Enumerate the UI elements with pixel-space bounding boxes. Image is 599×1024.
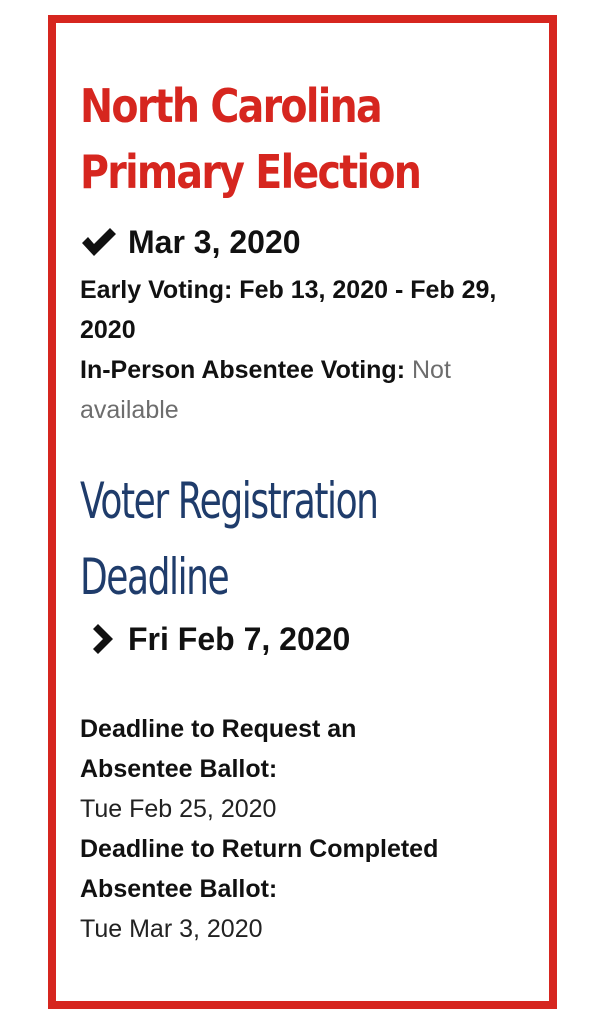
registration-title-line1: Voter Registration: [80, 472, 378, 530]
return-absentee-label-line1: Deadline to Return Completed: [80, 835, 439, 863]
election-info-card: [48, 15, 557, 1009]
election-title: [80, 73, 463, 205]
card-content: [80, 73, 525, 949]
registration-date: Fri Feb 7, 2020: [128, 620, 351, 657]
return-absentee-value: Tue Mar 3, 2020: [80, 915, 263, 943]
in-person-absentee-info: [80, 350, 525, 430]
election-date-row: [80, 220, 525, 264]
election-title-line2: Primary Election: [80, 145, 421, 199]
registration-title-line2: Deadline: [80, 548, 229, 606]
request-absentee-label: [80, 709, 525, 789]
return-absentee-label: [80, 829, 525, 909]
request-absentee-value: Tue Feb 25, 2020: [80, 795, 277, 823]
registration-title: [80, 463, 400, 615]
election-date: Mar 3, 2020: [128, 223, 301, 260]
checkmark-icon: [80, 226, 118, 258]
election-title-line1: North Carolina: [80, 79, 381, 133]
in-person-absentee-value: Not available: [80, 356, 451, 424]
request-absentee-label-line1: Deadline to Request an: [80, 715, 357, 743]
registration-date-row: [80, 619, 525, 659]
absentee-deadlines: [80, 709, 525, 949]
request-absentee-label-line2: Absentee Ballot:: [80, 755, 278, 783]
chevron-right-icon: [90, 624, 116, 654]
return-absentee-label-line2: Absentee Ballot:: [80, 875, 278, 903]
in-person-absentee-label: In-Person Absentee Voting:: [80, 356, 406, 384]
early-voting-value: Feb 13, 2020 - Feb 29, 2020: [80, 276, 497, 344]
early-voting-label: Early Voting:: [80, 276, 233, 304]
early-voting-info: [80, 270, 510, 350]
